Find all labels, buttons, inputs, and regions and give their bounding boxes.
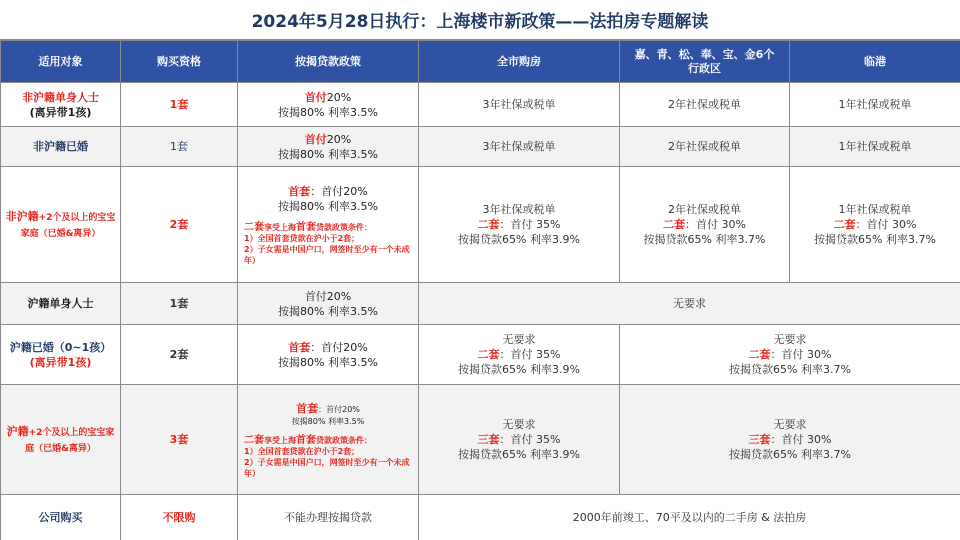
- tier-label: 二套: [477, 218, 500, 231]
- citywide-cell: [419, 167, 620, 283]
- header-target: 适用对象: [1, 41, 121, 83]
- qualification-cell: [121, 167, 238, 283]
- cond-head-text: 享受上海: [264, 222, 296, 232]
- requirement: 无要求: [773, 418, 807, 431]
- page-title: 2024年5月28日执行：上海楼市新政策——法拍房专题解读: [0, 0, 960, 40]
- qualification-value: 3套: [169, 433, 189, 446]
- requirement: 2年社保或税单: [668, 203, 741, 216]
- citywide-cell: 3年社保或税单: [419, 127, 620, 167]
- qualification-value: 1套: [170, 140, 188, 153]
- header-citywide: 全市购房: [419, 41, 620, 83]
- down-payment-label: 首付: [304, 90, 327, 104]
- loan-rate: 按揭80% 利率3.5%: [278, 304, 378, 318]
- loan-rate: 按揭贷款65% 利率3.7%: [814, 233, 936, 246]
- qualification-value: 不限购: [162, 511, 196, 524]
- condition-item: 2）子女需是中国户口，网签时至少有一个未成年）: [244, 244, 410, 265]
- header-six-districts: 嘉、青、松、奉、宝、金6个行政区: [620, 41, 790, 83]
- qualification-cell: [121, 385, 238, 495]
- target-label: 非沪籍单身人士: [22, 90, 99, 104]
- qualification-value: 2套: [169, 218, 189, 231]
- qualification-value: 1套: [169, 98, 189, 111]
- down-payment-value: 首付20%: [304, 289, 352, 303]
- cond-head-emph: 首套: [296, 221, 316, 233]
- first-home-label: 首套: [296, 401, 319, 415]
- tier-label: 二套: [663, 218, 686, 231]
- target-note: (离异带1孩): [29, 105, 92, 119]
- six-districts-cell: 2年社保或税单: [620, 127, 790, 167]
- down-payment-value: ：首付 35%: [499, 218, 561, 231]
- down-payment-label: 首付: [304, 132, 327, 146]
- requirement: 1年社保或税单: [838, 203, 912, 216]
- down-payment-value: ：首付 30%: [685, 218, 746, 231]
- loan-cell: 不能办理按揭贷款: [238, 495, 419, 540]
- tier-label: 三套: [477, 433, 500, 446]
- loan-rate: 按揭80% 利率3.5%: [291, 416, 365, 426]
- target-cell: [1, 127, 121, 167]
- table-row: [1, 283, 960, 325]
- cond-head-label: 二套: [244, 221, 264, 233]
- lingang-cell: 1年社保或税单: [790, 83, 960, 127]
- merged-requirement-cell: 2000年前竣工、70平及以内的二手房 & 法拍房: [419, 495, 960, 540]
- citywide-cell: [419, 385, 620, 495]
- down-payment-value: ：首付 35%: [499, 348, 561, 361]
- target-note: (离异带1孩): [29, 355, 92, 369]
- qualification-cell: [121, 283, 238, 325]
- citywide-cell: [419, 325, 620, 385]
- header-row: [1, 41, 960, 83]
- requirement: 无要求: [502, 333, 536, 346]
- down-payment-value: ：首付 30%: [770, 348, 832, 361]
- tier-label: 二套: [748, 348, 771, 361]
- down-payment-value: 20%: [326, 90, 352, 104]
- down-payment-value: ：首付 35%: [499, 433, 561, 446]
- tier-label: 二套: [477, 348, 500, 361]
- target-cell: [1, 385, 121, 495]
- cond-head-tail: 贷款政策条件：: [316, 435, 372, 445]
- loan-rate: 按揭贷款65% 利率3.9%: [458, 363, 580, 376]
- loan-cell: [238, 83, 419, 127]
- target-cell: [1, 495, 121, 540]
- loan-rate: 按揭80% 利率3.5%: [278, 199, 378, 213]
- target-cell: [1, 283, 121, 325]
- target-note: +2个及以上的宝宝家庭（已婚&离异）: [25, 427, 115, 454]
- down-payment-value: ：首付 30%: [770, 433, 832, 446]
- target-label: 沪籍已婚（0~1孩）: [9, 340, 112, 354]
- lingang-cell: 1年社保或税单: [790, 127, 960, 167]
- loan-rate: 按揭80% 利率3.5%: [278, 105, 378, 119]
- lingang-cell: [790, 167, 960, 283]
- six-districts-cell: 2年社保或税单: [620, 83, 790, 127]
- table-row: [1, 495, 960, 540]
- first-home-label: 首套: [288, 184, 311, 198]
- target-note: +2个及以上的宝宝家庭（已婚&离异）: [20, 212, 116, 239]
- table-row: [1, 83, 960, 127]
- requirement: 无要求: [773, 333, 807, 346]
- second-home-conditions: [244, 222, 412, 266]
- target-label: 公司购买: [38, 511, 83, 524]
- target-cell: [1, 325, 121, 385]
- loan-rate: 按揭贷款65% 利率3.9%: [458, 233, 580, 246]
- qualification-cell: [121, 127, 238, 167]
- header-lingang: 临港: [790, 41, 960, 83]
- loan-rate: 按揭80% 利率3.5%: [278, 147, 378, 161]
- condition-item: 2）子女需是中国户口，网签时至少有一个未成年）: [244, 457, 410, 478]
- cond-head-tail: 贷款政策条件：: [316, 222, 372, 232]
- table-row: [1, 325, 960, 385]
- first-home-label: 首套: [288, 340, 311, 354]
- tier-label: 二套: [833, 218, 856, 231]
- outer-districts-cell: [620, 385, 960, 495]
- requirement: 3年社保或税单: [482, 203, 556, 216]
- header-qualification: 购买资格: [121, 41, 238, 83]
- qualification-value: 1套: [169, 297, 189, 310]
- header-loan-policy: 按揭贷款政策: [238, 41, 419, 83]
- first-home-value: ：首付20%: [318, 404, 360, 414]
- target-cell: [1, 167, 121, 283]
- down-payment-value: ：首付 30%: [855, 218, 917, 231]
- cond-head-emph: 首套: [296, 434, 316, 446]
- table-row: [1, 385, 960, 495]
- down-payment-value: 20%: [326, 132, 352, 146]
- tier-label: 三套: [748, 433, 771, 446]
- requirement: 无要求: [502, 418, 536, 431]
- table-row: [1, 167, 960, 283]
- first-home-value: ：首付20%: [310, 340, 368, 354]
- loan-cell: [238, 283, 419, 325]
- cond-head-text: 享受上海: [264, 435, 296, 445]
- loan-rate: 按揭贷款65% 利率3.7%: [729, 363, 851, 376]
- qualification-cell: [121, 495, 238, 540]
- target-label: 非沪籍已婚: [33, 140, 88, 153]
- target-label: 沪籍单身人士: [27, 297, 94, 310]
- loan-rate: 按揭贷款65% 利率3.7%: [643, 233, 766, 246]
- loan-cell: [238, 167, 419, 283]
- target-label: 非沪籍: [5, 209, 39, 223]
- merged-requirement-cell: 无要求: [419, 283, 960, 325]
- target-cell: [1, 83, 121, 127]
- loan-cell: [238, 325, 419, 385]
- first-home-value: ：首付20%: [310, 184, 368, 198]
- loan-cell: [238, 127, 419, 167]
- loan-rate: 按揭贷款65% 利率3.7%: [729, 448, 851, 461]
- table-row: [1, 127, 960, 167]
- qualification-value: 2套: [169, 348, 189, 361]
- third-home-conditions: [244, 435, 412, 479]
- cond-head-label: 二套: [244, 434, 264, 446]
- outer-districts-cell: [620, 325, 960, 385]
- qualification-cell: [121, 83, 238, 127]
- qualification-cell: [121, 325, 238, 385]
- condition-item: 1）全国首套贷款在沪小于2套；: [244, 233, 360, 243]
- loan-cell: [238, 385, 419, 495]
- loan-rate: 按揭贷款65% 利率3.9%: [458, 448, 580, 461]
- condition-item: 1）全国首套贷款在沪小于2套；: [244, 446, 360, 456]
- policy-table: [0, 40, 960, 540]
- target-label: 沪籍: [6, 424, 29, 438]
- loan-rate: 按揭80% 利率3.5%: [278, 355, 378, 369]
- citywide-cell: 3年社保或税单: [419, 83, 620, 127]
- six-districts-cell: [620, 167, 790, 283]
